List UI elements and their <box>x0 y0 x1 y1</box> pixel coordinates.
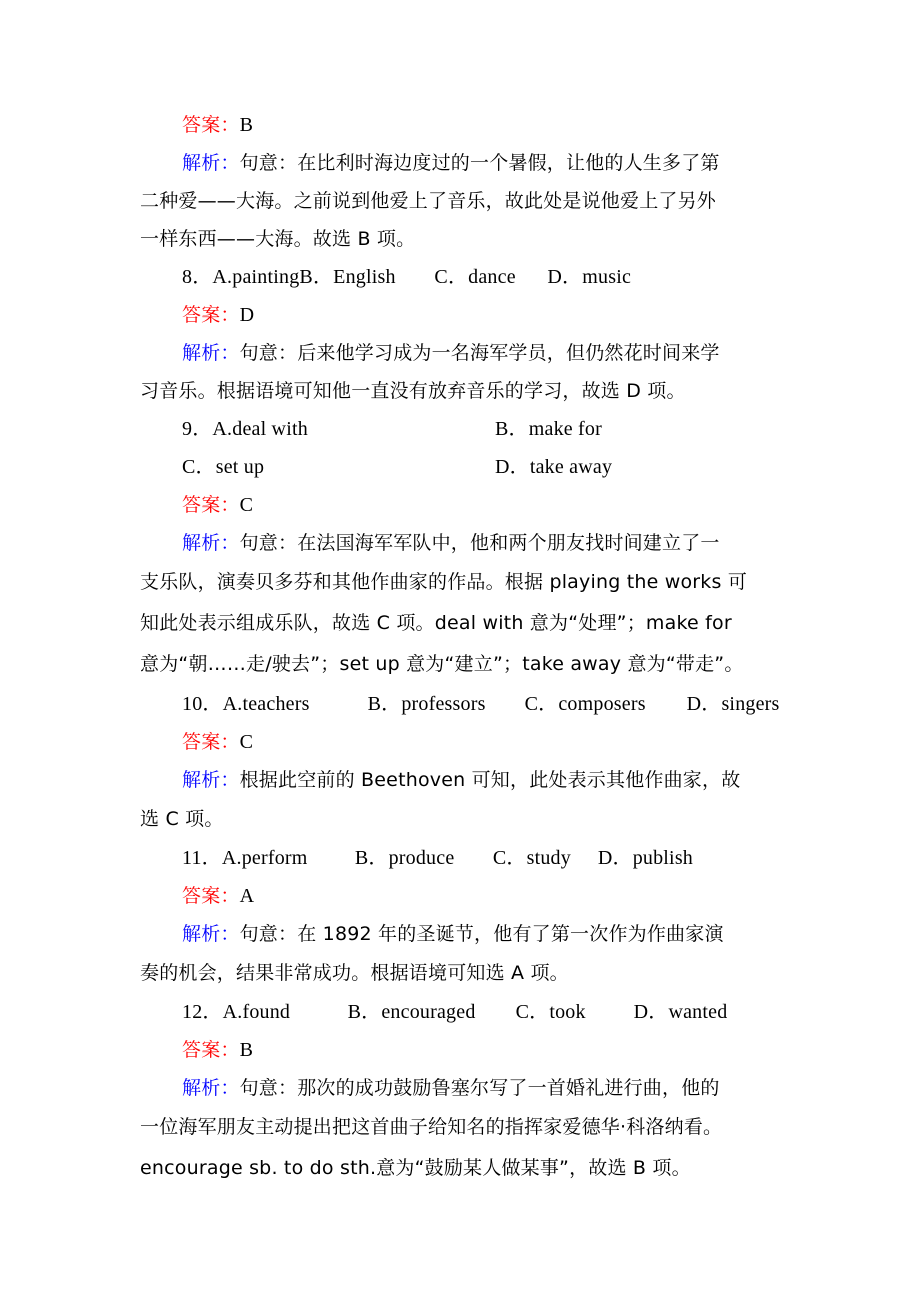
analysis-text: 选 C 项。 <box>140 808 224 830</box>
answer-value: A <box>239 885 255 907</box>
answer-line-8 <box>140 296 790 334</box>
analysis-text: 知此处表示组成乐队，故选 C 项。deal with 意为“处理”；make for <box>140 612 732 634</box>
option-d: D．publish <box>597 847 693 869</box>
answer-line-10 <box>140 723 790 761</box>
question-11-options <box>140 839 790 877</box>
answer-value: B <box>239 1039 254 1061</box>
analysis-text: 句意：在法国海军军队中，他和两个朋友找时间建立了一 <box>239 532 720 554</box>
analysis-text: 句意：后来他学习成为一名海军学员，但仍然花时间来学 <box>239 342 720 364</box>
option-c: C．dance <box>434 266 516 288</box>
answer-label: 答案： <box>182 114 240 136</box>
analysis-text: 支乐队，演奏贝多芬和其他作曲家的作品。根据 playing the works 可 <box>140 571 748 593</box>
question-9-options-row1 <box>140 410 790 448</box>
answer-value: C <box>239 731 254 753</box>
answer-value: D <box>239 304 255 326</box>
question-10-options <box>140 685 790 723</box>
option-a: A.found <box>222 1001 291 1023</box>
analysis-text: 习音乐。根据语境可知他一直没有放弃音乐的学习，故选 D 项。 <box>140 380 686 402</box>
answer-value: B <box>239 114 254 136</box>
analysis-line <box>140 1069 790 1107</box>
question-8-options <box>140 258 790 296</box>
option-d: D．music <box>547 266 632 288</box>
option-a: A.deal with <box>212 418 308 440</box>
answer-label: 答案： <box>182 494 240 516</box>
question-number: 9． <box>182 418 213 440</box>
option-b: B．encouraged <box>347 1001 476 1023</box>
analysis-label: 解析： <box>182 152 240 174</box>
answer-label: 答案： <box>182 885 240 907</box>
option-d: D．wanted <box>633 1001 728 1023</box>
option-c: C．took <box>515 1001 586 1023</box>
option-c: C．set up <box>182 456 265 478</box>
option-c: C．study <box>492 847 571 869</box>
analysis-text: 句意：那次的成功鼓励鲁塞尔写了一首婚礼进行曲，他的 <box>239 1077 720 1099</box>
analysis-label: 解析： <box>182 923 240 945</box>
option-a: A.painting <box>212 266 300 288</box>
analysis-line <box>140 334 790 372</box>
option-d: D．take away <box>495 456 613 478</box>
question-number: 12． <box>182 1001 223 1023</box>
analysis-text: encourage sb. to do sth.意为“鼓励某人做某事”，故选 B 项。 <box>140 1157 691 1179</box>
option-d: D．singers <box>686 693 780 715</box>
option-b: B．professors <box>367 693 486 715</box>
answer-line-9 <box>140 486 790 524</box>
analysis-label: 解析： <box>182 769 240 791</box>
analysis-label: 解析： <box>182 532 240 554</box>
analysis-line <box>140 915 790 953</box>
analysis-text: 意为“朝……走/驶去”；set up 意为“建立”；take away 意为“带走”。 <box>140 653 744 675</box>
analysis-label: 解析： <box>182 342 240 364</box>
question-9-options-row2 <box>140 448 790 486</box>
option-b: B．English <box>299 266 396 288</box>
document-page <box>140 106 790 1189</box>
analysis-text: 一位海军朋友主动提出把这首曲子给知名的指挥家爱德华·科洛纳看。 <box>140 1116 723 1138</box>
analysis-text: 句意：在比利时海边度过的一个暑假，让他的人生多了第 <box>239 152 720 174</box>
question-number: 11． <box>182 847 222 869</box>
answer-value: C <box>239 494 254 516</box>
analysis-line <box>140 524 790 562</box>
answer-label: 答案： <box>182 304 240 326</box>
question-12-options <box>140 993 790 1031</box>
analysis-text: 奏的机会，结果非常成功。根据语境可知选 A 项。 <box>140 962 569 984</box>
analysis-line <box>140 144 790 182</box>
answer-label: 答案： <box>182 1039 240 1061</box>
answer-label: 答案： <box>182 731 240 753</box>
analysis-text: 根据此空前的 Beethoven 可知，此处表示其他作曲家，故 <box>239 769 741 791</box>
analysis-text: 二种爱——大海。之前说到他爱上了音乐，故此处是说他爱上了另外 <box>140 190 717 212</box>
option-a: A.teachers <box>222 693 310 715</box>
option-b: B．make for <box>495 418 602 440</box>
analysis-text: 一样东西——大海。故选 B 项。 <box>140 228 416 250</box>
question-number: 10． <box>182 693 223 715</box>
question-number: 8． <box>182 266 213 288</box>
answer-line-12 <box>140 1031 790 1069</box>
analysis-label: 解析： <box>182 1077 240 1099</box>
analysis-text: 句意：在 1892 年的圣诞节，他有了第一次作为作曲家演 <box>239 923 724 945</box>
answer-line-7 <box>140 106 790 144</box>
analysis-line <box>140 761 790 799</box>
option-c: C．composers <box>524 693 646 715</box>
answer-line-11 <box>140 877 790 915</box>
option-b: B．produce <box>354 847 455 869</box>
option-a: A.perform <box>221 847 308 869</box>
